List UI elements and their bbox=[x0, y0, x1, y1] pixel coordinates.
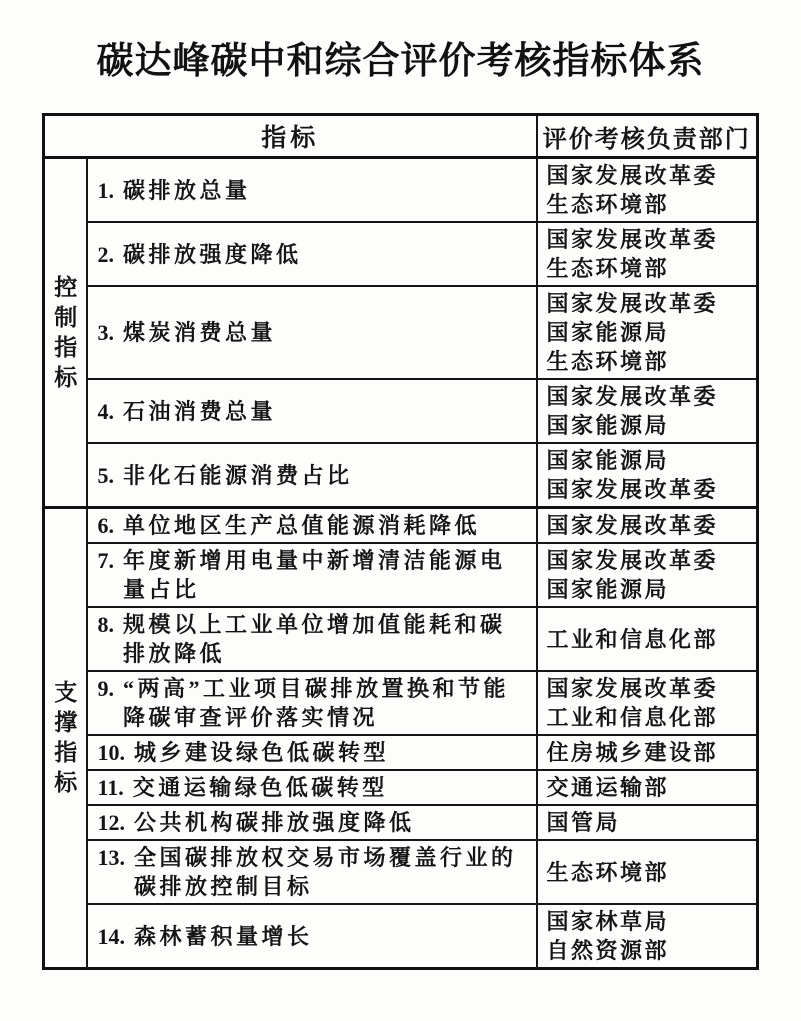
row-number: 11. bbox=[97, 775, 124, 800]
indicator-cell bbox=[87, 379, 536, 443]
table-row bbox=[43, 158, 757, 223]
table-row bbox=[43, 286, 757, 379]
row-number: 5. bbox=[97, 462, 114, 488]
department-cell bbox=[537, 735, 758, 770]
indicator-table-body bbox=[43, 158, 757, 969]
department-line: 生态环境部 bbox=[546, 192, 670, 217]
department-line: 国家发展改革委 bbox=[546, 163, 719, 188]
department-line: 国家能源局 bbox=[546, 577, 670, 602]
table-row bbox=[43, 508, 757, 544]
indicator-text: 非化石能源消费占比 bbox=[122, 462, 353, 488]
department-line: 国家能源局 bbox=[546, 413, 670, 438]
indicator-cell bbox=[87, 508, 536, 544]
indicator-text: 碳排放强度降低 bbox=[122, 241, 302, 267]
department-line: 生态环境部 bbox=[546, 256, 670, 281]
table-row bbox=[43, 379, 757, 443]
indicator-cell bbox=[87, 840, 536, 904]
department-line: 国家发展改革委 bbox=[546, 513, 719, 538]
department-cell bbox=[537, 379, 758, 443]
table-row bbox=[43, 607, 757, 671]
department-line: 国家发展改革委 bbox=[546, 477, 719, 502]
indicator-text: 碳排放总量 bbox=[122, 177, 251, 203]
indicator-text: “两高”工业项目碳排放置换和节能降碳审查评价落实情况 bbox=[122, 676, 509, 730]
department-cell bbox=[537, 443, 758, 508]
department-line: 国家发展改革委 bbox=[546, 291, 719, 316]
department-cell bbox=[537, 222, 758, 286]
indicator-cell bbox=[87, 158, 536, 223]
department-cell bbox=[537, 508, 758, 544]
indicator-cell bbox=[87, 222, 536, 286]
table-row bbox=[43, 671, 757, 735]
department-cell bbox=[537, 904, 758, 969]
row-number: 13. bbox=[97, 845, 125, 870]
row-number: 2. bbox=[97, 241, 114, 267]
department-line: 自然资源部 bbox=[546, 938, 670, 963]
table-row bbox=[43, 735, 757, 770]
indicator-table bbox=[42, 113, 759, 970]
indicator-text: 规模以上工业单位增加值能耗和碳排放降低 bbox=[122, 612, 506, 666]
row-number: 8. bbox=[97, 612, 114, 637]
department-line: 国家能源局 bbox=[546, 320, 670, 345]
indicator-cell bbox=[87, 770, 536, 805]
table-row bbox=[43, 805, 757, 840]
department-line: 国管局 bbox=[546, 810, 621, 835]
indicator-cell bbox=[87, 443, 536, 508]
row-number: 3. bbox=[97, 320, 114, 345]
indicator-cell bbox=[87, 543, 536, 607]
department-line: 国家发展改革委 bbox=[546, 384, 719, 409]
table-row bbox=[43, 840, 757, 904]
category-cell bbox=[43, 508, 87, 969]
department-line: 国家林草局 bbox=[546, 909, 670, 934]
department-line: 国家发展改革委 bbox=[546, 548, 719, 573]
department-cell bbox=[537, 805, 758, 840]
indicator-text: 单位地区生产总值能源消耗降低 bbox=[122, 513, 480, 538]
department-cell bbox=[537, 158, 758, 223]
department-line: 生态环境部 bbox=[546, 859, 670, 885]
department-line: 交通运输部 bbox=[546, 775, 670, 800]
department-cell bbox=[537, 607, 758, 671]
row-number: 10. bbox=[97, 740, 125, 765]
department-line: 生态环境部 bbox=[546, 349, 670, 374]
indicator-text: 年度新增用电量中新增清洁能源电量占比 bbox=[122, 548, 506, 602]
indicator-text: 公共机构碳排放强度降低 bbox=[133, 810, 415, 835]
indicator-cell bbox=[87, 805, 536, 840]
indicator-text: 城乡建设绿色低碳转型 bbox=[133, 740, 389, 765]
table-row bbox=[43, 904, 757, 969]
indicator-text: 石油消费总量 bbox=[122, 398, 276, 424]
indicator-text: 全国碳排放权交易市场覆盖行业的碳排放控制目标 bbox=[133, 845, 517, 899]
indicator-text: 交通运输绿色低碳转型 bbox=[132, 775, 388, 800]
header-cell-indicator: 指标 bbox=[43, 115, 536, 158]
header-cell-department: 评价考核负责部门 bbox=[537, 115, 758, 158]
table-row bbox=[43, 543, 757, 607]
indicator-cell bbox=[87, 607, 536, 671]
department-cell bbox=[537, 286, 758, 379]
department-line: 住房城乡建设部 bbox=[546, 740, 719, 765]
table-row bbox=[43, 443, 757, 508]
department-line: 国家发展改革委 bbox=[546, 676, 719, 701]
indicator-text: 森林蓄积量增长 bbox=[133, 923, 313, 949]
department-cell bbox=[537, 671, 758, 735]
indicator-cell bbox=[87, 286, 536, 379]
row-number: 12. bbox=[97, 810, 125, 835]
page-title: 碳达峰碳中和综合评价考核指标体系 bbox=[96, 41, 705, 82]
table-row bbox=[43, 770, 757, 805]
category-vertical-label: 支撑指标 bbox=[54, 680, 78, 795]
department-line: 国家发展改革委 bbox=[546, 227, 719, 252]
category-cell bbox=[43, 158, 87, 508]
indicator-cell bbox=[87, 904, 536, 969]
indicator-text: 煤炭消费总量 bbox=[122, 320, 276, 345]
table-row bbox=[43, 222, 757, 286]
department-cell bbox=[537, 543, 758, 607]
row-number: 6. bbox=[97, 513, 114, 538]
row-number: 7. bbox=[97, 548, 114, 573]
department-cell bbox=[537, 840, 758, 904]
indicator-cell bbox=[87, 671, 536, 735]
row-number: 14. bbox=[97, 923, 125, 949]
category-vertical-label: 控制指标 bbox=[54, 274, 78, 390]
indicator-cell bbox=[87, 735, 536, 770]
row-number: 4. bbox=[97, 398, 114, 424]
row-number: 9. bbox=[97, 676, 114, 701]
department-line: 工业和信息化部 bbox=[546, 626, 719, 652]
row-number: 1. bbox=[97, 177, 114, 203]
department-cell bbox=[537, 770, 758, 805]
department-line: 工业和信息化部 bbox=[546, 705, 719, 730]
table-header-row bbox=[43, 115, 757, 158]
department-line: 国家能源局 bbox=[546, 448, 670, 473]
